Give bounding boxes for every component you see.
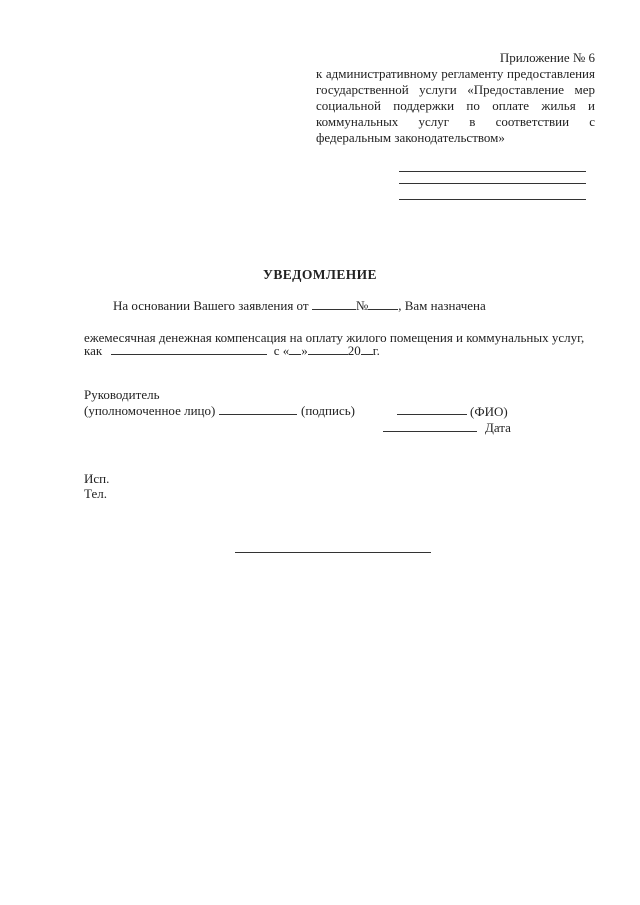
authorized-label: (уполномоченное лицо): [84, 403, 216, 418]
appendix-block: [316, 50, 595, 146]
notice-heading: УВЕДОМЛЕНИЕ: [263, 267, 377, 282]
application-date-prefix: На основании Вашего заявления от: [113, 298, 309, 313]
day-blank: [289, 344, 301, 355]
from-label: с «: [273, 343, 290, 358]
date-label: Дата: [485, 420, 511, 435]
amount-prefix: как: [84, 343, 103, 358]
application-number-blank: [368, 299, 398, 310]
notice-line-1: [113, 298, 486, 314]
name-label: (ФИО): [470, 404, 508, 419]
year-prefix: 20: [347, 343, 361, 358]
application-date-blank: [312, 299, 356, 310]
name-blank: [397, 414, 467, 415]
footer-divider: [235, 552, 431, 553]
addressee-line-1: [399, 171, 586, 172]
quote-close: »: [301, 343, 308, 358]
notice-line-3: [84, 343, 380, 359]
signature-blank: [219, 414, 297, 415]
addressee-line-2: [399, 183, 586, 184]
appendix-title: Приложение № 6: [499, 50, 595, 65]
year-blank: [361, 344, 373, 355]
month-blank: [308, 344, 348, 355]
signature-label: (подпись): [301, 403, 355, 418]
year-suffix: г.: [372, 343, 380, 358]
phone-label: Тел.: [84, 486, 107, 501]
assigned-suffix: , Вам назначена: [398, 298, 486, 313]
addressee-line-3: [399, 199, 586, 200]
executor-label: Исп.: [84, 471, 110, 486]
appendix-text: к административному регламенту предоставления государственной услуги «Предоставление мер социальной поддержки по оплате жилья и коммунальных услуг в соответствии с федеральным законодательством»: [316, 66, 595, 145]
notice-line-2: ежемесячная денежная компенсация на оплату жилого помещения и коммунальных услуг,: [84, 330, 585, 345]
date-blank: [383, 431, 477, 432]
head-label: Руководитель: [84, 387, 160, 402]
amount-blank: [111, 344, 267, 355]
number-sign: №: [355, 298, 369, 313]
